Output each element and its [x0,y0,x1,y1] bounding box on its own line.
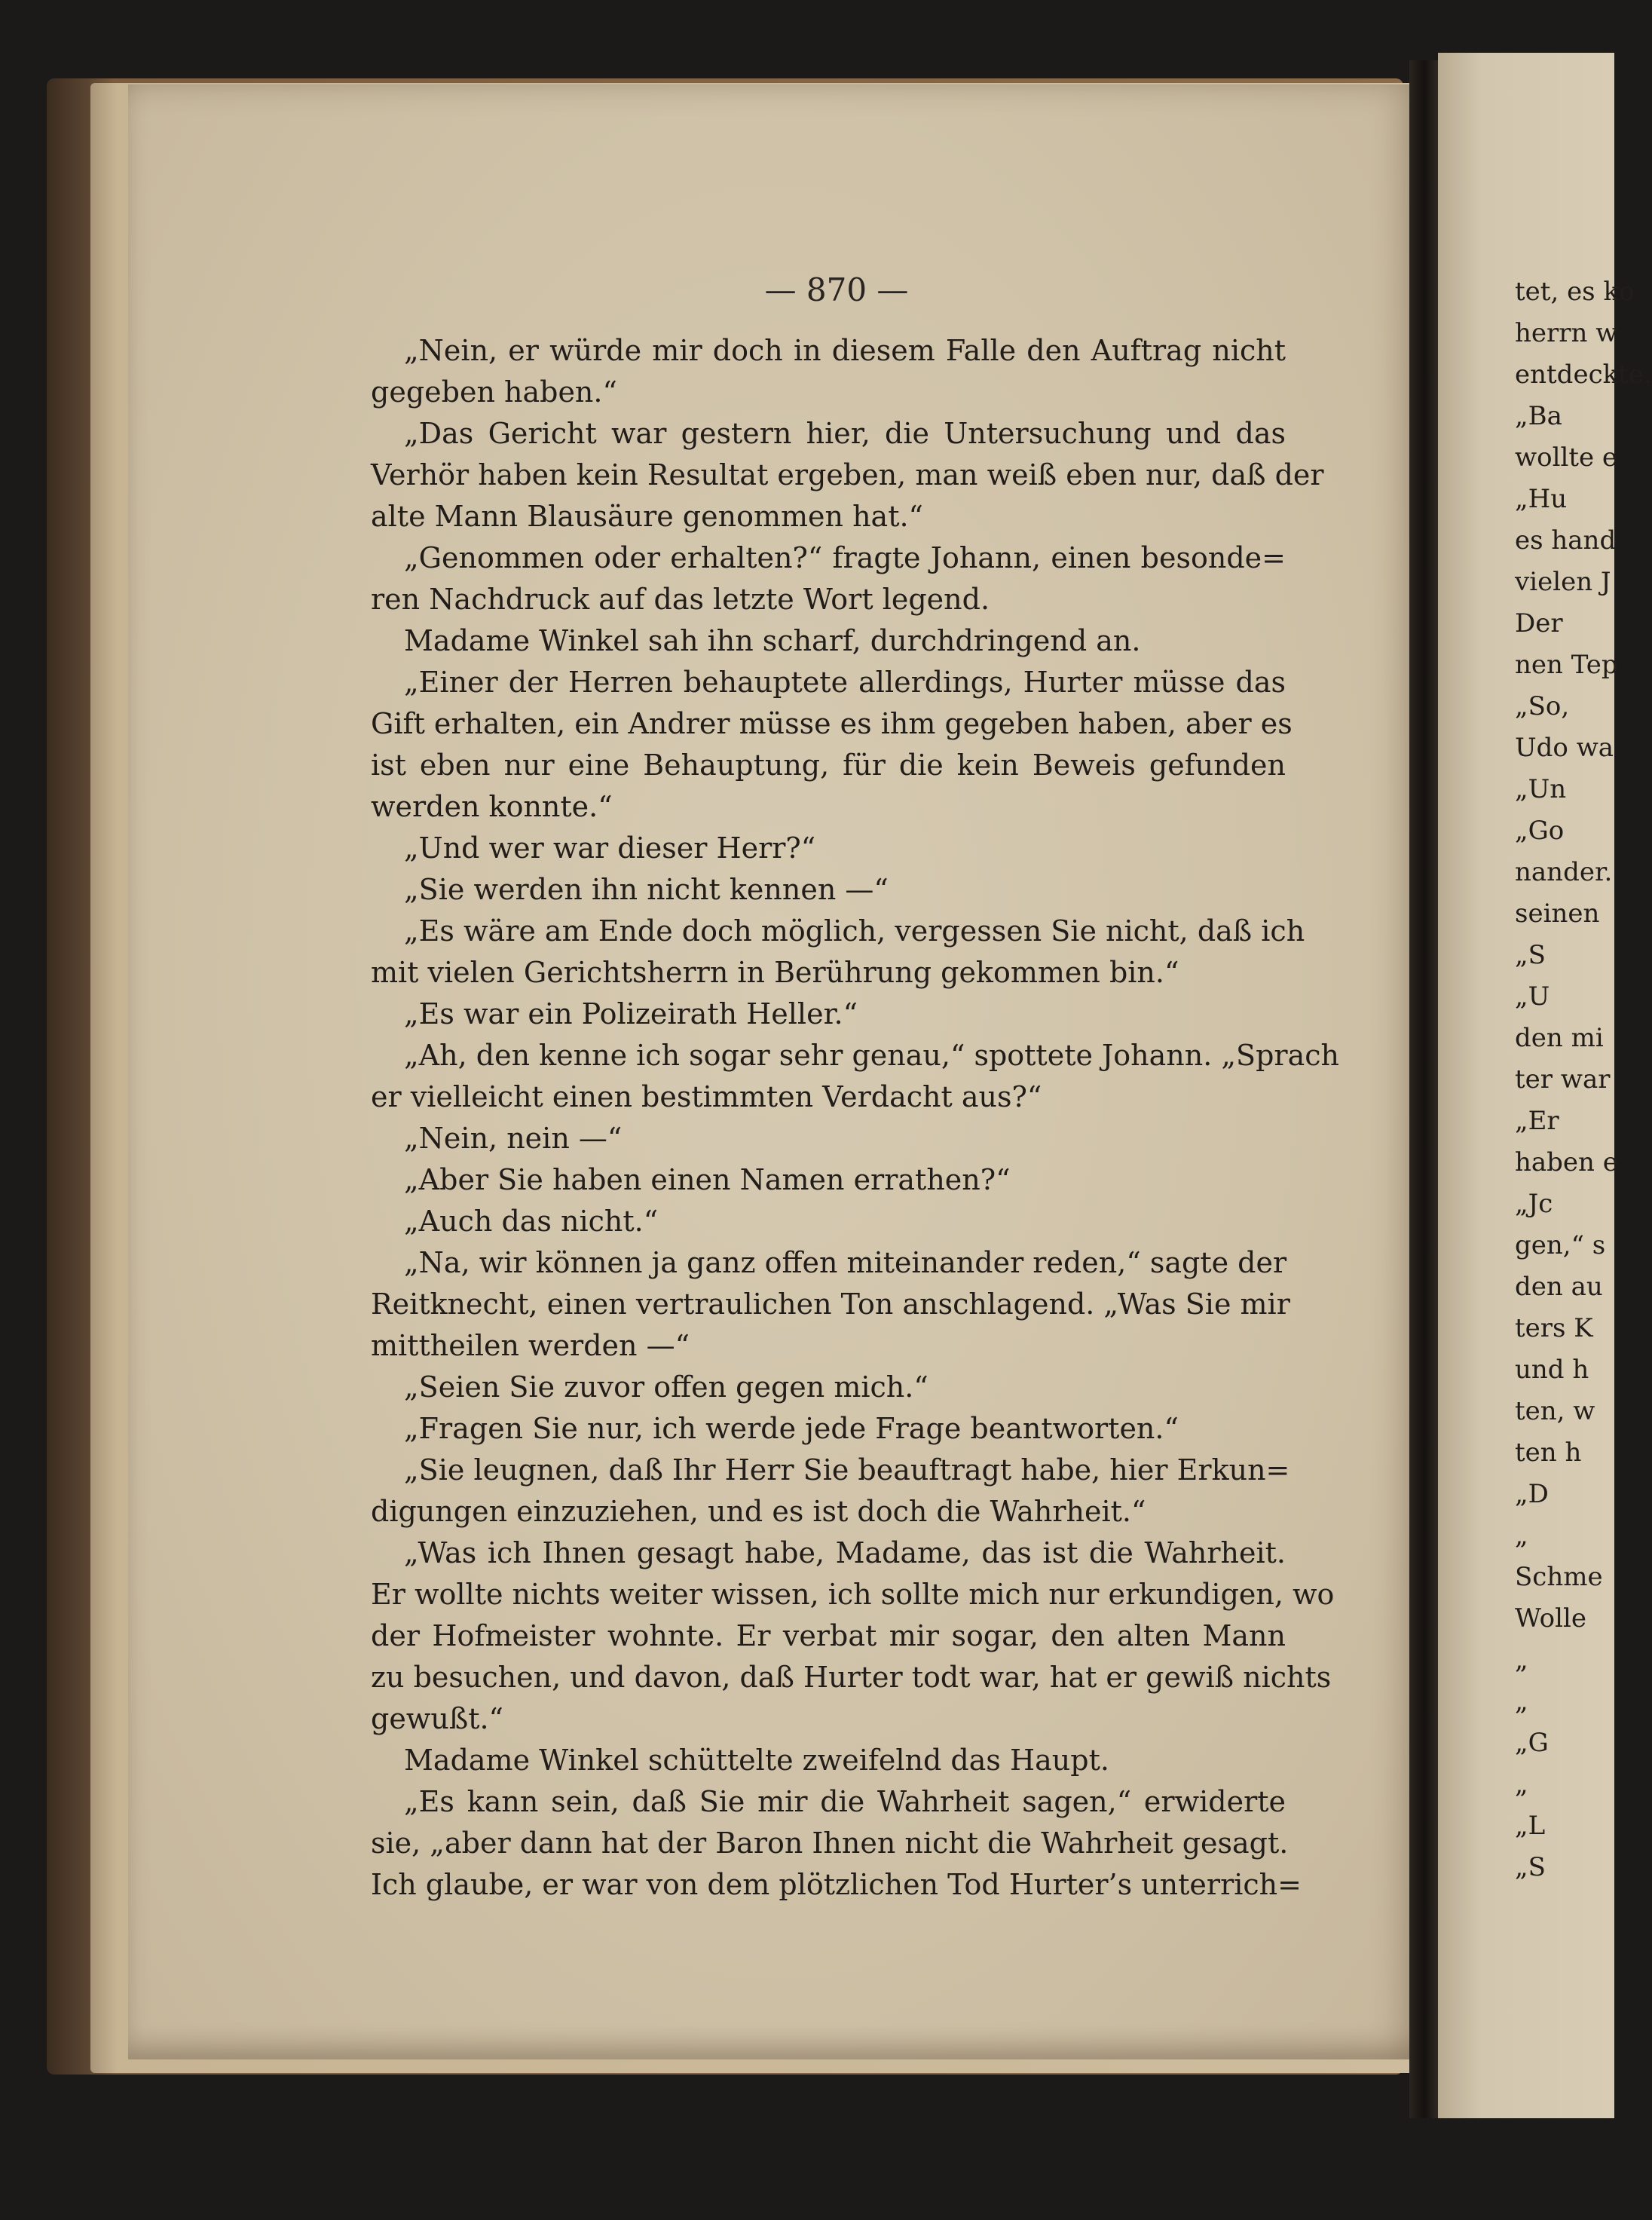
right-page-line-fragment: „So, [1515,691,1570,721]
text-line: „Sie leugnen, daß Ihr Herr Sie beauftragt habe, hier Erkun= [404,1453,1290,1487]
text-line: „Was ich Ihnen gesagt habe, Madame, das ist die Wahrheit. [404,1536,1286,1569]
text-line: sie, „aber dann hat der Baron Ihnen nicht die Wahrheit gesagt. [371,1827,1289,1860]
right-page-line-fragment: „ [1515,1645,1528,1675]
text-line: ist eben nur eine Behauptung, für die kein Beweis gefunden [371,749,1286,782]
text-line: „Es kann sein, daß Sie mir die Wahrheit sagen,“ erwiderte [404,1785,1286,1818]
text-line: er vielleicht einen bestimmten Verdacht aus?“ [371,1080,1042,1113]
right-page-line-fragment: „Go [1515,816,1565,846]
text-line: „Aber Sie haben einen Namen errathen?“ [404,1163,1011,1196]
text-line: „Das Gericht war gestern hier, die Untersuchung und das [404,417,1286,450]
text-line: „Nein, nein —“ [404,1122,623,1155]
text-line: Er wollte nichts weiter wissen, ich sollte mich nur erkundigen, wo [371,1578,1335,1611]
right-page-line-fragment: „Un [1515,774,1567,804]
right-page-line-fragment: vielen J [1515,567,1611,597]
right-page-line-fragment: nander. [1515,857,1613,887]
right-page-line-fragment: den mi [1515,1023,1604,1053]
right-page-line-fragment: „Hu [1515,484,1568,514]
text-line: zu besuchen, und davon, daß Hurter todt war, hat er gewiß nichts [371,1661,1332,1694]
right-page-line-fragment: nen Tep [1515,650,1618,680]
text-line: „Auch das nicht.“ [404,1205,659,1238]
right-page-line-fragment: Wolle [1515,1603,1586,1634]
text-line: Madame Winkel sah ihn scharf, durchdringend an. [404,624,1141,657]
text-line: gewußt.“ [371,1702,503,1735]
text-line: Verhör haben kein Resultat ergeben, man weiß eben nur, daß der [371,458,1324,491]
text-line: „Na, wir können ja ganz offen miteinander reden,“ sagte der [404,1246,1287,1279]
right-page-line-fragment: ter war [1515,1064,1611,1095]
right-page-line-fragment: gen,“ s [1515,1230,1606,1260]
right-page-line-fragment: haben e [1515,1147,1618,1177]
right-page-line-fragment: „Er [1515,1106,1559,1136]
right-page-line-fragment: seinen [1515,899,1600,929]
right-page-line-fragment: „Jc [1515,1189,1553,1219]
text-line: „Fragen Sie nur, ich werde jede Frage beantworten.“ [404,1412,1179,1445]
text-line: Gift erhalten, ein Andrer müsse es ihm gegeben haben, aber es [371,707,1293,740]
right-page-line-fragment: herrn w [1515,318,1618,348]
text-line: Madame Winkel schüttelte zweifelnd das Haupt. [404,1744,1109,1777]
text-line: „Nein, er würde mir doch in diesem Falle den Auftrag nicht [404,334,1286,367]
text-line: alte Mann Blausäure genommen hat.“ [371,500,923,533]
right-page-line-fragment: den au [1515,1272,1603,1302]
right-page-line-fragment: es hand [1515,525,1617,556]
text-line: werden konnte.“ [371,790,613,823]
right-page-line-fragment: entdeckte. [1515,360,1652,390]
right-page-line-fragment: Udo wa [1515,733,1614,763]
text-line: „Es war ein Polizeirath Heller.“ [404,997,858,1030]
text-line: „Genommen oder erhalten?“ fragte Johann, einen besonde= [404,541,1286,574]
right-page-line-fragment: wollte e [1515,442,1618,473]
text-line: mittheilen werden —“ [371,1329,690,1362]
right-page-line-fragment: ten h [1515,1438,1582,1468]
text-line: digungen einzuziehen, und es ist doch die Wahrheit.“ [371,1495,1146,1528]
text-line: „Es wäre am Ende doch möglich, vergessen Sie nicht, daß ich [404,914,1305,948]
right-page-line-fragment: „ [1515,1686,1528,1716]
text-line: „Sie werden ihn nicht kennen —“ [404,873,889,906]
text-line: mit vielen Gerichtsherrn in Berührung gekommen bin.“ [371,956,1179,989]
page-body-text [371,330,1339,1906]
right-page-line-fragment: Der [1515,608,1563,638]
text-line: „Seien Sie zuvor offen gegen mich.“ [404,1370,928,1404]
text-line: „Ah, den kenne ich sogar sehr genau,“ spottete Johann. „Sprach [404,1039,1339,1072]
text-line: Reitknecht, einen vertraulichen Ton anschlagend. „Was Sie mir [371,1288,1290,1321]
right-page-line-fragment: „U [1515,981,1550,1012]
right-page-text-fragments [1515,271,1652,1888]
page-number: — 870 — [764,271,909,308]
right-page-line-fragment: Schme [1515,1562,1603,1592]
right-page-line-fragment: und h [1515,1355,1589,1385]
text-line: ren Nachdruck auf das letzte Wort legend. [371,583,990,616]
right-page-line-fragment: tet, es ko [1515,277,1635,307]
right-page-line-fragment: „D [1515,1479,1549,1509]
text-line: Ich glaube, er war von dem plötzlichen Tod Hurter’s unterrich= [371,1868,1302,1901]
right-page-line-fragment: „ [1515,1769,1528,1799]
text-line: gegeben haben.“ [371,375,617,409]
text-line: „Einer der Herren behauptete allerdings, Hurter müsse das [404,666,1286,699]
right-page-line-fragment: „Ba [1515,401,1562,431]
right-page-line-fragment: ten, w [1515,1396,1595,1426]
right-page-line-fragment: „S [1515,940,1546,970]
text-line: „Und wer war dieser Herr?“ [404,831,816,865]
right-page-line-fragment: „S [1515,1852,1546,1882]
right-page-line-fragment: ters K [1515,1313,1593,1343]
right-page-line-fragment: „ [1515,1520,1528,1551]
text-line: der Hofmeister wohnte. Er verbat mir sogar, den alten Mann [371,1619,1286,1652]
right-page-line-fragment: „G [1515,1728,1549,1758]
right-page-line-fragment: „L [1515,1811,1546,1841]
